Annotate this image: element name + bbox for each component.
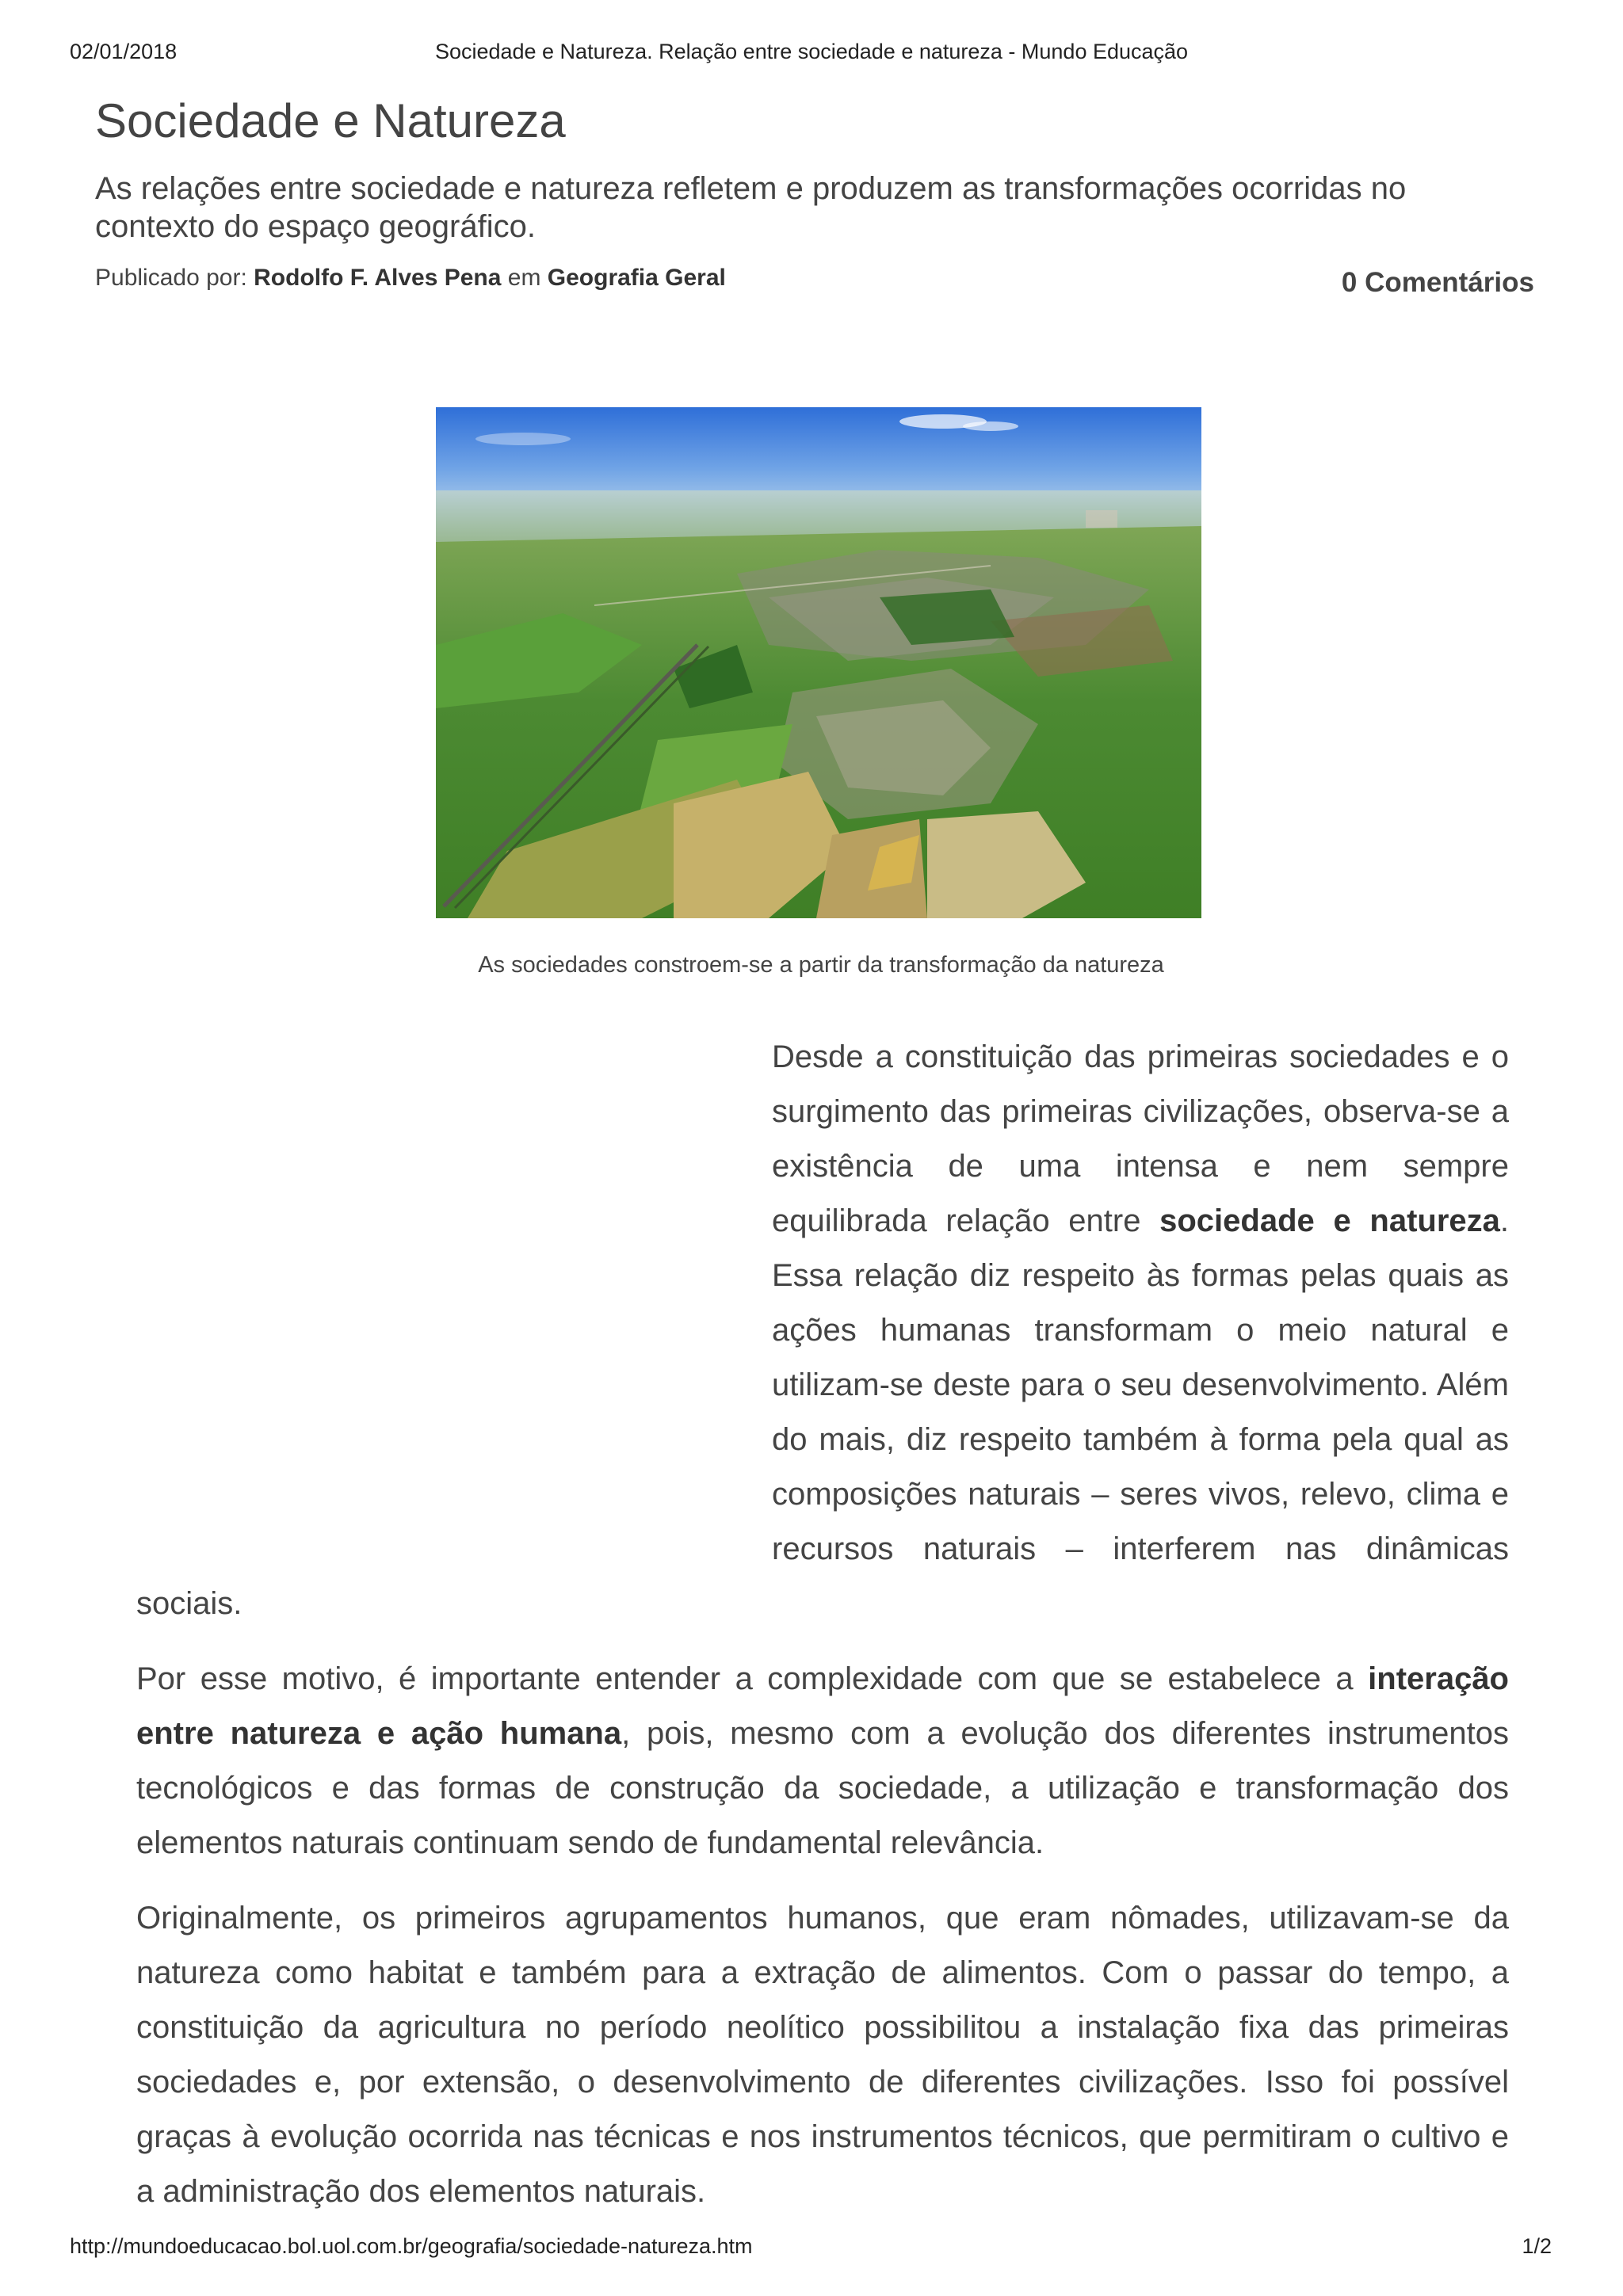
paragraph-2 xyxy=(136,1652,1509,1871)
article-subtitle: As relações entre sociedade e natureza refletem e produzem as transformações ocorridas no contexto do espaço geográfico. xyxy=(95,171,1407,244)
article-title: Sociedade e Natureza xyxy=(95,94,566,147)
ad-placeholder xyxy=(136,1030,772,1577)
paragraph-2-text-c: , pois, mesmo com a evolução dos diferentes instrumentos tecnológicos e das formas de construção da sociedade, a utilização e transformação dos elementos naturais continuam sendo de fundamental relevância. xyxy=(136,1716,1509,1860)
article-body xyxy=(136,1030,1509,2219)
category-link[interactable]: Geografia Geral xyxy=(547,265,726,291)
keyword-interacao: interação entre natureza e ação humana xyxy=(136,1661,1509,1751)
byline-connector: em xyxy=(501,265,548,291)
aerial-landscape-photo xyxy=(436,407,1201,918)
image-caption: As sociedades constroem-se a partir da transformação da natureza xyxy=(478,952,1164,978)
comments-link[interactable]: 0 Comentários xyxy=(1341,267,1534,298)
paragraph-2-text-a: Por esse motivo, é importante entender a complexidade com que se estabelece a xyxy=(136,1661,1369,1696)
paragraph-3: Originalmente, os primeiros agrupamentos humanos, que eram nômades, utilizavam-se da natureza como habitat e também para a extração de alimentos. Com o passar do tempo, a constituição da agricultura no período neolítico possibilitou a instalação fixa das primeiras sociedades e, por extensão, o desenvolvimento de diferentes civilizações. Isso foi possível graças à evolução ocorrida nas técnicas e nos instrumentos técnicos, que permitiram o cultivo e a administração dos elementos naturais. xyxy=(136,1901,1509,2209)
author-link[interactable]: Rodolfo F. Alves Pena xyxy=(254,265,502,291)
keyword-sociedade-e-natureza: sociedade e natureza xyxy=(1159,1203,1500,1238)
byline xyxy=(95,265,726,292)
paragraph-1-text-a: Desde a constituição das primeiras sociedades e o surgimento das primeiras civilizações, observa-se a existência de uma intensa e nem sempre equilibrada relação entre xyxy=(772,1039,1509,1238)
print-date: 02/01/2018 xyxy=(70,40,178,63)
paragraph-1-text-c: . Essa relação diz respeito às formas pelas quais as ações humanas transformam o meio natural e utilizam-se deste para o seu desenvolvimento. Além do mais, diz respeito também à forma pela qual as composições naturais – seres vivos, relevo, clima e recursos naturais – interferem nas dinâmicas sociais. xyxy=(136,1203,1510,1621)
print-page-title: Sociedade e Natureza. Relação entre sociedade e natureza - Mundo Educação xyxy=(434,40,1189,63)
print-url: http://mundoeducacao.bol.uol.com.br/geografia/sociedade-natureza.htm xyxy=(70,2234,753,2258)
byline-prefix: Publicado por: xyxy=(95,265,254,291)
print-page-number: 1/2 xyxy=(1522,2234,1552,2258)
